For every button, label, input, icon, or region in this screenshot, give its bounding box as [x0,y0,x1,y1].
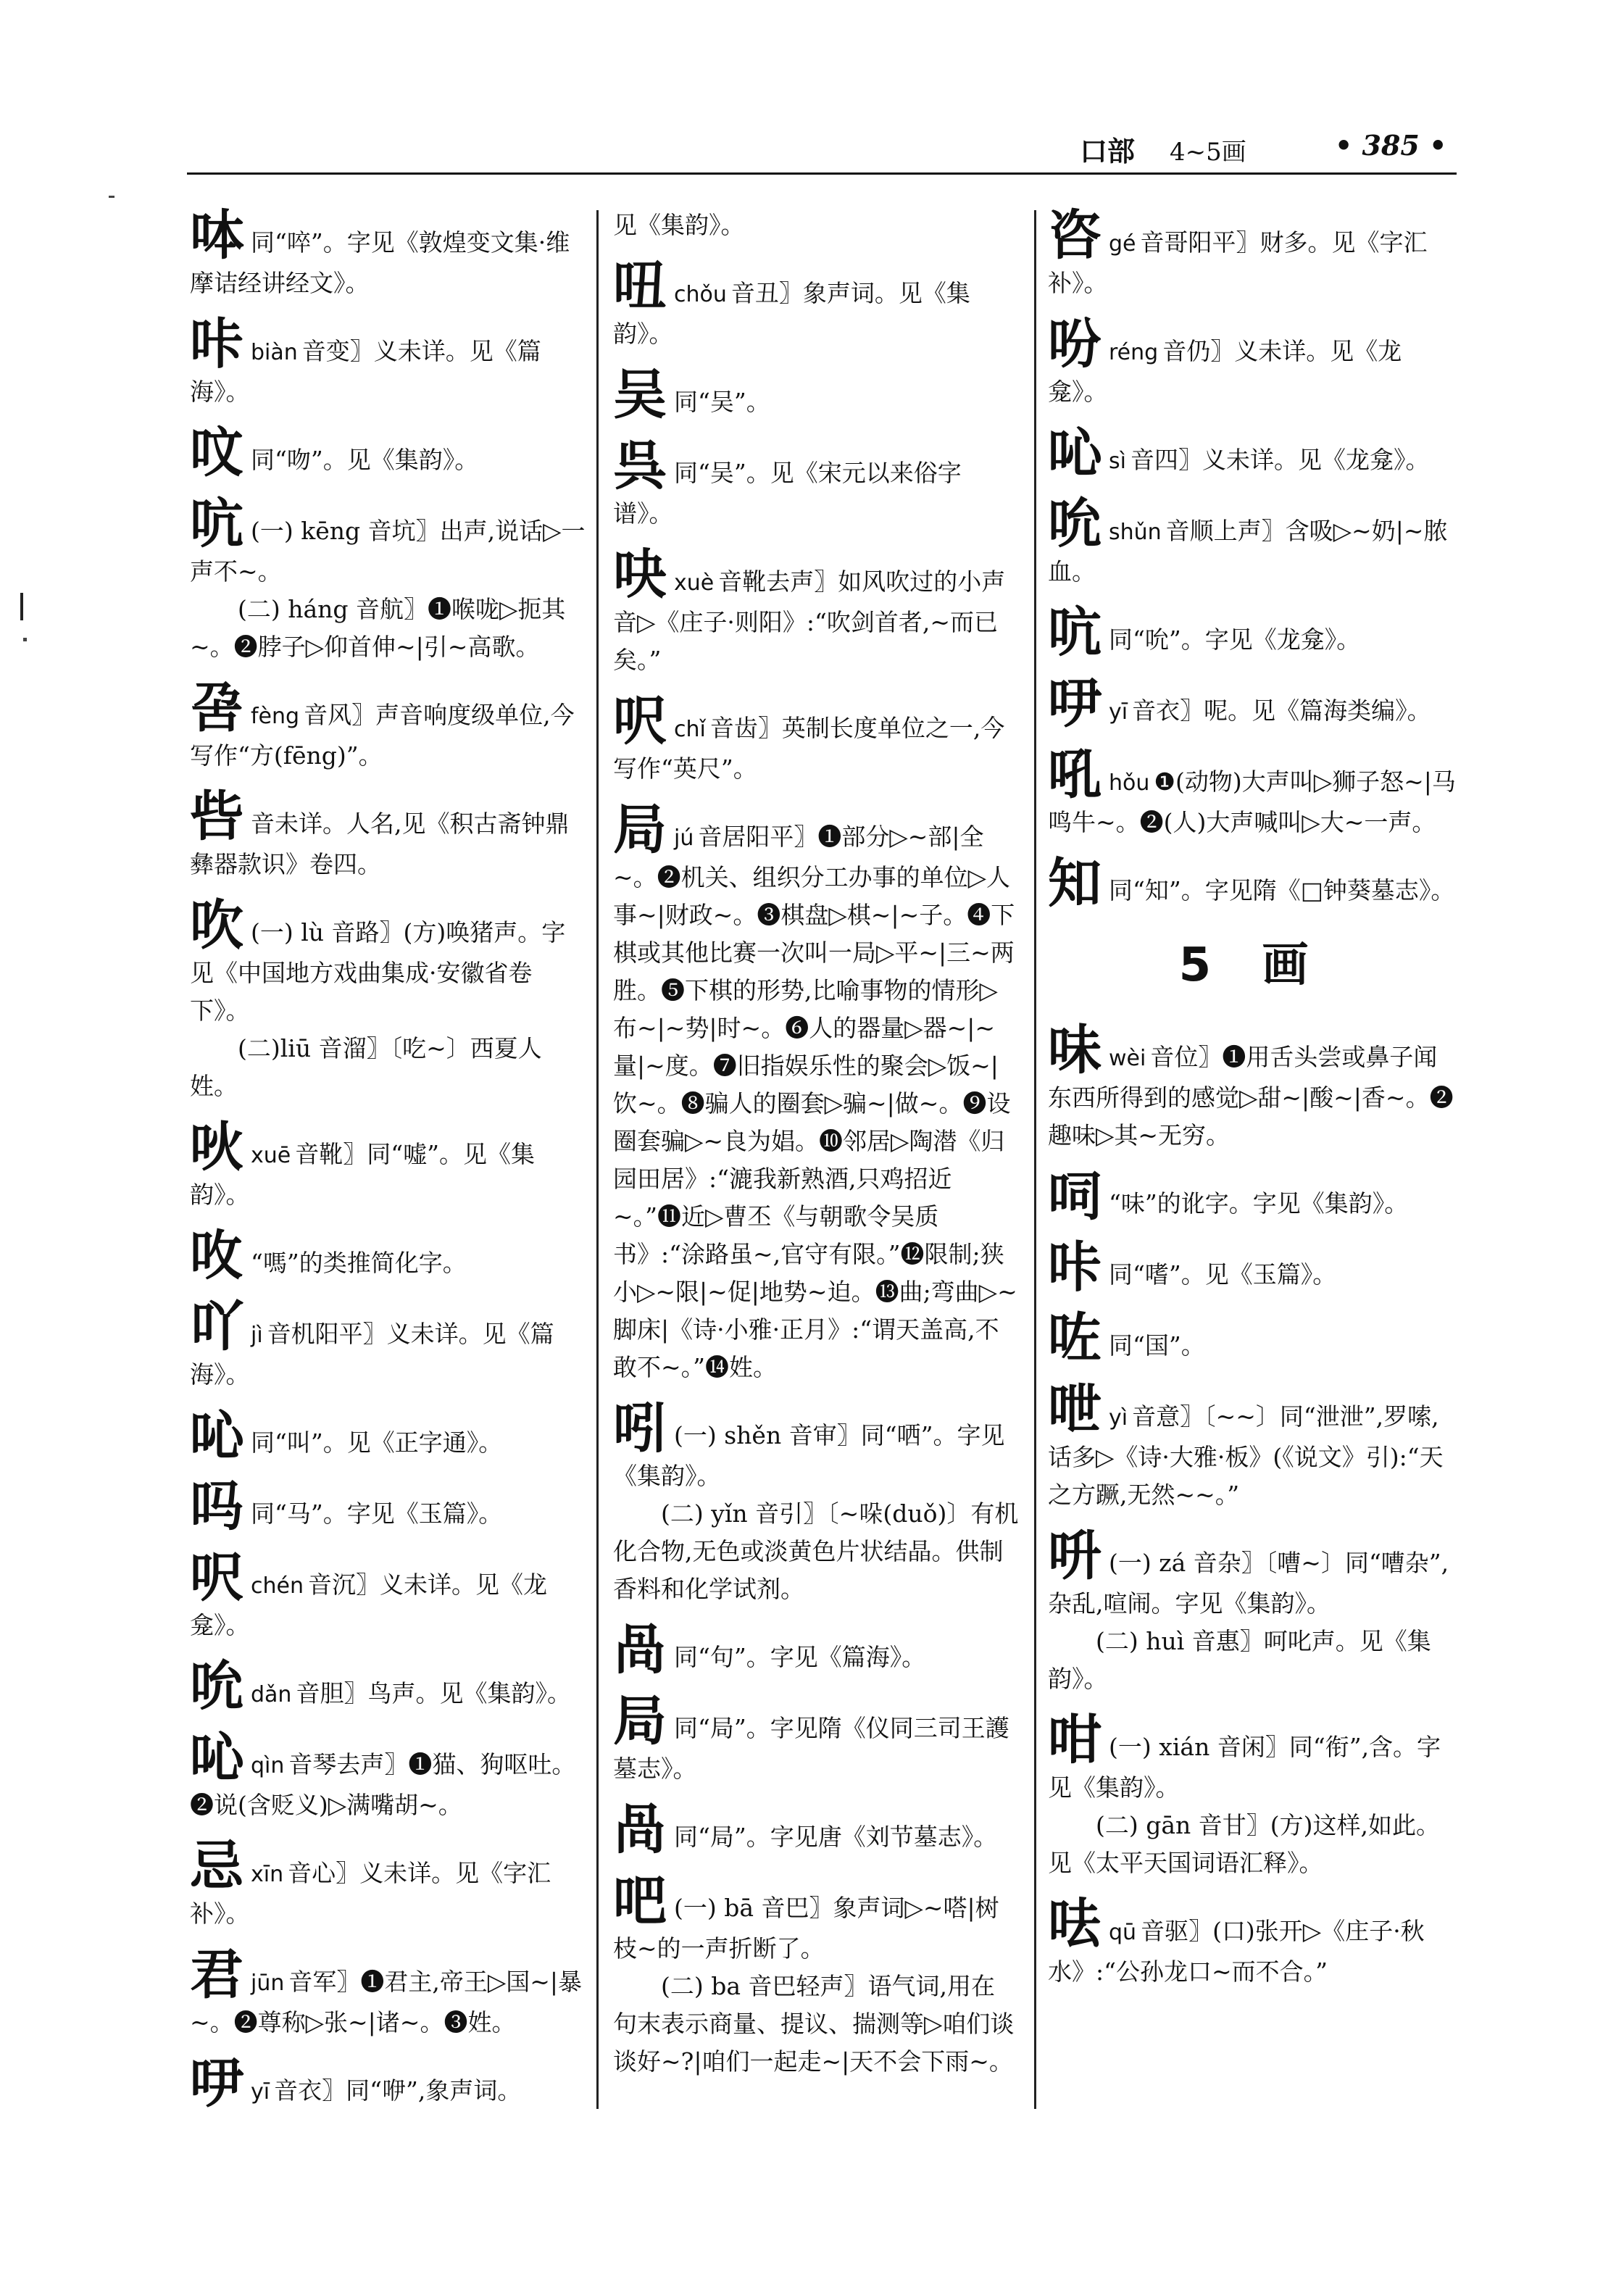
header-stroke-range: 4~5画 [1170,138,1246,167]
dictionary-entry [613,257,1019,353]
definition-text: 音心〗义未详。见《字汇补》。 [190,1859,551,1928]
headword: 呿 [1048,1893,1102,1955]
headword: 吲 [613,1397,667,1460]
column-right [1048,204,1457,2004]
dictionary-entry [190,204,587,302]
pinyin: chén [251,1573,304,1599]
pinyin: dǎn [251,1682,292,1707]
dictionary-entry [613,207,1019,244]
headword: 君 [190,1944,243,2006]
dictionary-entry [1048,424,1457,482]
definition-text: 音胆〗鸟声。见《集韵》。 [296,1679,571,1707]
definition-text: 音沉〗义未详。见《龙龛》。 [190,1570,547,1639]
headword: 呚 [190,1225,243,1287]
headword: 吜 [613,255,667,317]
dictionary-entry [613,437,1019,533]
dictionary-entry [190,1728,587,1824]
definition-text: (一) xián 音闲〗同“衔”,含。字见《集韵》。 [1048,1733,1441,1802]
headword: 忌 [190,1835,243,1897]
sub-sense: (二) háng 音航〗❶喉咙▷扼其~。❷脖子▷仰首伸~|引~高歌。 [190,595,566,661]
headword: 吷 [613,544,667,606]
pinyin: chǐ [674,717,706,742]
definition-text: 音意〗〔~~〕同“泄泄”,罗嗦,话多▷《诗·大雅·板》(《说文》引):“天之方蹶,无然~~。” [1048,1402,1444,1509]
headword: 吼 [1048,744,1102,806]
sub-sense: (二) gān 音甘〗(方)这样,如此。见《太平天国词语汇释》。 [1048,1811,1441,1877]
dictionary-entry [190,1298,587,1394]
definition-text: 音风〗声音响度级单位,今写作“方(fēng)”。 [190,701,575,770]
headword: 吮 [190,1655,243,1718]
headword: 吹 [190,894,243,957]
definition-text: 音未详。人名,见《积古斋钟鼎彝器款识》卷四。 [190,810,570,878]
pinyin: réng [1109,340,1159,365]
dictionary-entry [190,1946,587,2042]
headword: 呞 [1048,1165,1102,1228]
definition-text: (一) shěn 音审〗同“哂”。字见《集韵》。 [613,1421,1005,1490]
headword: 吣 [190,1726,243,1789]
headword: 咨 [1048,204,1102,267]
headword: 呎 [190,1547,243,1609]
margin-dot [23,638,27,641]
definition-text: “嗎”的类推简化字。 [251,1249,467,1277]
pinyin: jú [674,825,694,851]
headword: 吩 [1048,313,1102,375]
headword: 咗 [1048,1307,1102,1370]
pinyin: jì [251,1323,263,1348]
dictionary-entry [1048,315,1457,411]
definition-text: 音仍〗义未详。见《龙龛》。 [1048,337,1402,406]
headword: 呅 [190,422,243,484]
dictionary-entry [613,1399,1019,1608]
pinyin: wèi [1109,1046,1146,1071]
headword: 吴 [613,364,667,426]
dictionary-entry [190,1655,587,1718]
definition-text: 音靴去声〗如风吹过的小声音▷《庄子·则阳》:“吹剑首者,~而已矣。” [613,567,1006,674]
dictionary-entry [190,495,587,666]
dictionary-entry [1048,852,1457,915]
definition-text: 音军〗❶君主,帝王▷国~|暴~。❷尊称▷张~|诸~。❸姓。 [190,1968,583,2036]
dictionary-entry [1048,1165,1457,1228]
header-radical: 口部 [1080,135,1136,167]
pinyin: shǔn [1109,520,1162,545]
headword: 呄 [190,677,243,739]
dictionary-entry [613,801,1019,1386]
headword: 咁 [1048,1709,1102,1771]
dictionary-entry [613,692,1019,788]
dictionary-entry [1048,1021,1457,1154]
definition-text: 同“句”。字见《篇海》。 [674,1643,926,1671]
headword: 吣 [190,1405,243,1467]
headword: 吣 [1048,422,1102,484]
pinyin: xuē [251,1143,291,1168]
dictionary-entry [613,1872,1019,2081]
pinyin: qìn [251,1753,285,1778]
dictionary-entry [190,315,587,411]
pinyin: hǒu [1109,770,1150,796]
headword: 味 [1048,1019,1102,1081]
headword: 吧 [613,1870,667,1932]
page-header [190,129,1457,167]
headword: 吭 [1048,602,1102,664]
definition-text: 同“嗜”。见《玉篇》。 [1109,1260,1337,1289]
pinyin: yì [1109,1405,1128,1431]
page-number: • 385 • [1335,129,1447,162]
dictionary-entry [190,679,587,775]
dictionary-entry [1048,1895,1457,1991]
dictionary-entry [190,424,587,482]
dictionary-entry [1048,1236,1457,1299]
definition-text: 同“马”。字见《玉篇》。 [251,1499,503,1528]
dictionary-entry [190,788,587,883]
headword: 吚 [190,2052,243,2115]
section-title: 5 画 [1178,939,1326,992]
dictionary-entry [613,1692,1019,1788]
definition-text: 音哥阳平〗财多。见《字汇补》。 [1048,228,1428,297]
dictionary-entry [190,1118,587,1214]
headword: 吭 [190,493,243,555]
headword: 吖 [190,1296,243,1358]
definition-text: 同“叫”。见《正字通》。 [251,1428,503,1457]
definition-text: 音四〗义未详。见《龙龛》。 [1130,446,1430,474]
pinyin: gé [1109,231,1136,257]
definition-text: “味”的讹字。字见《集韵》。 [1109,1189,1409,1218]
pinyin: biàn [251,340,298,365]
definition-text: 音靴〗同“嘘”。见《集韵》。 [190,1140,535,1209]
definition-text: 音驱〗(口)张开▷《庄子·秋水》:“公孙龙口~而不合。” [1048,1917,1425,1986]
headword: 呉 [613,435,667,497]
dictionary-entry [1048,1527,1457,1698]
headword: 咼 [613,1619,667,1681]
pinyin: jūn [251,1971,285,1996]
dictionary-entry [1048,1378,1457,1514]
dictionary-entry [190,2052,587,2115]
header-rule [187,172,1457,175]
definition-text: 同“吴”。见《宋元以来俗字谱》。 [613,459,962,528]
dictionary-entry [190,1837,587,1933]
definition-text: 音机阳平〗义未详。见《篇海》。 [190,1320,554,1389]
dictionary-entry [190,1407,587,1465]
headword: 吮 [1048,493,1102,555]
definition-text: 音居阳平〗❶部分▷~部|全~。❷机关、组织分工办事的单位▷人事~|财政~。❸棋盘▷棋~|~子。❹下棋或其他比赛一次叫一局▷平~|三~两胜。❺下棋的形势,比喻事物的情形▷布~|~势|时~。❻人的器量▷器~|~量|~度。❼旧指娱乐性的聚会▷饭~|饮~。❽骗人的圈套▷骗~|做~。❾设圈套骗▷~良为娼。❿邻居▷陶潜《归园田居》:“漉我新熟酒,只鸡招近~。”⓫近▷曹丕《与朝歌令吴质书》:“涂路虽~,官守有限。”⓬限制;狭小▷~限|~促|地势~迫。⓭曲;弯曲▷~脚床|《诗·小雅·正月》:“谓天盖高,不敢不~。”⓮姓。 [613,823,1017,1381]
definition-text: 同“吮”。字见《龙龛》。 [1109,625,1361,654]
definition-text: ❶(动物)大声叫▷狮子怒~|马鸣牛~。❷(人)大声喊叫▷大~一声。 [1048,767,1456,836]
pinyin: yī [251,2079,270,2105]
pinyin: xīn [251,1862,284,1887]
definition-text: 音齿〗英制长度单位之一,今写作“英尺”。 [613,714,1005,783]
dictionary-entry [1048,1307,1457,1370]
definition-text: 见《集韵》。 [613,211,745,239]
headword: 呎 [613,690,667,752]
definition-text: (一) bā 音巴〗象声词▷~嗒|树枝~的一声折断了。 [613,1894,999,1963]
definition-text: 音顺上声〗含吸▷~奶|~脓血。 [1048,517,1448,586]
sub-sense: (二)liū 音溜〗〔吃~〕西夏人姓。 [190,1034,542,1100]
margin-mark [20,593,23,620]
dictionary-entry [613,546,1019,679]
column-left [190,204,587,2126]
column-divider-1 [596,210,599,2109]
definition-text: (一) zá 音杂〗〔嘈~〕同“嘈杂”,杂乱,喧闹。字见《集韵》。 [1048,1549,1449,1618]
definition-text: (一) lù 音路〗(方)唤猪声。字见《中国地方戏曲集成·安徽省卷下》。 [190,918,566,1025]
dictionary-entry [1048,604,1457,662]
definition-text: 音丑〗象声词。见《集韵》。 [613,279,970,348]
pinyin: fèng [251,704,300,729]
definition-text: (一) kēng 音坑〗出声,说话▷一声不~。 [190,517,586,586]
headword: 局 [613,1690,667,1752]
dictionary-entry [190,1549,587,1644]
definition-text: 同“啐”。字见《敦煌变文集·维摩诘经讲经文》。 [190,228,570,297]
definition-text: 同“吻”。见《集韵》。 [251,446,479,474]
headword: 呠 [190,204,243,267]
dictionary-entry [190,896,587,1105]
dictionary-entry [1048,1711,1457,1882]
dictionary-entry [613,1621,1019,1679]
column-middle [613,207,1019,2094]
dictionary-entry [613,366,1019,424]
headword: 呭 [1048,1378,1102,1441]
headword: 吚 [1048,673,1102,735]
column-divider-2 [1034,210,1036,2109]
headword: 局 [613,799,667,861]
dictionary-entry [190,1478,587,1536]
dictionary-entry [190,1227,587,1285]
dictionary-entry [1048,675,1457,733]
dictionary-entry [1048,495,1457,591]
pinyin: qū [1109,1920,1137,1945]
dictionary-entry [1048,746,1457,841]
sub-sense: (二) ba 音巴轻声〗语气词,用在句末表示商量、提议、揣测等▷咱们谈谈好~?|咱们一起走~|天不会下雨~。 [613,1972,1015,2076]
pinyin: chǒu [674,282,727,307]
headword: 呰 [190,786,243,848]
headword: 咔 [1048,1236,1102,1299]
definition-text: 同“局”。字见唐《刘节墓志》。 [674,1823,998,1851]
definition-text: 音衣〗同“咿”,象声词。 [274,2076,522,2105]
pinyin: yī [1109,699,1128,725]
definition-text: 同“局”。字见隋《仪同三司王護墓志》。 [613,1714,1009,1783]
definition-text: 同“吴”。 [674,388,770,416]
definition-text: 音变〗义未详。见《篇海》。 [190,337,541,406]
headword: 吗 [190,1476,243,1538]
dictionary-entry [1048,204,1457,302]
definition-text: 同“知”。字见隋《□钟葵墓志》。 [1109,876,1455,904]
sub-sense: (二) yǐn 音引〗〔~哚(duǒ)〕有机化合物,无色或淡黄色片状结晶。供制香料和化学试剂。 [613,1499,1019,1603]
headword: 咼 [613,1799,667,1861]
definition-text: 音位〗❶用舌头尝或鼻子闻东西所得到的感觉▷甜~|酸~|香~。❷趣味▷其~无穷。 [1048,1043,1454,1149]
definition-text: 音衣〗呢。见《篇海类编》。 [1132,696,1431,725]
definition-text: 音琴去声〗❶猫、狗呕吐。❷说(含贬义)▷满嘴胡~。 [190,1750,576,1819]
definition-text: 同“国”。 [1109,1331,1205,1360]
headword: 咔 [190,313,243,375]
headword: 呏 [1048,1525,1102,1587]
pinyin: xuè [674,570,715,596]
headword: 吙 [190,1116,243,1178]
headword: 知 [1048,852,1102,915]
dictionary-entry [613,1801,1019,1859]
sub-sense: (二) huì 音惠〗呵叱声。见《集韵》。 [1048,1627,1431,1693]
pinyin: sì [1109,449,1126,474]
scan-mark [109,196,114,198]
